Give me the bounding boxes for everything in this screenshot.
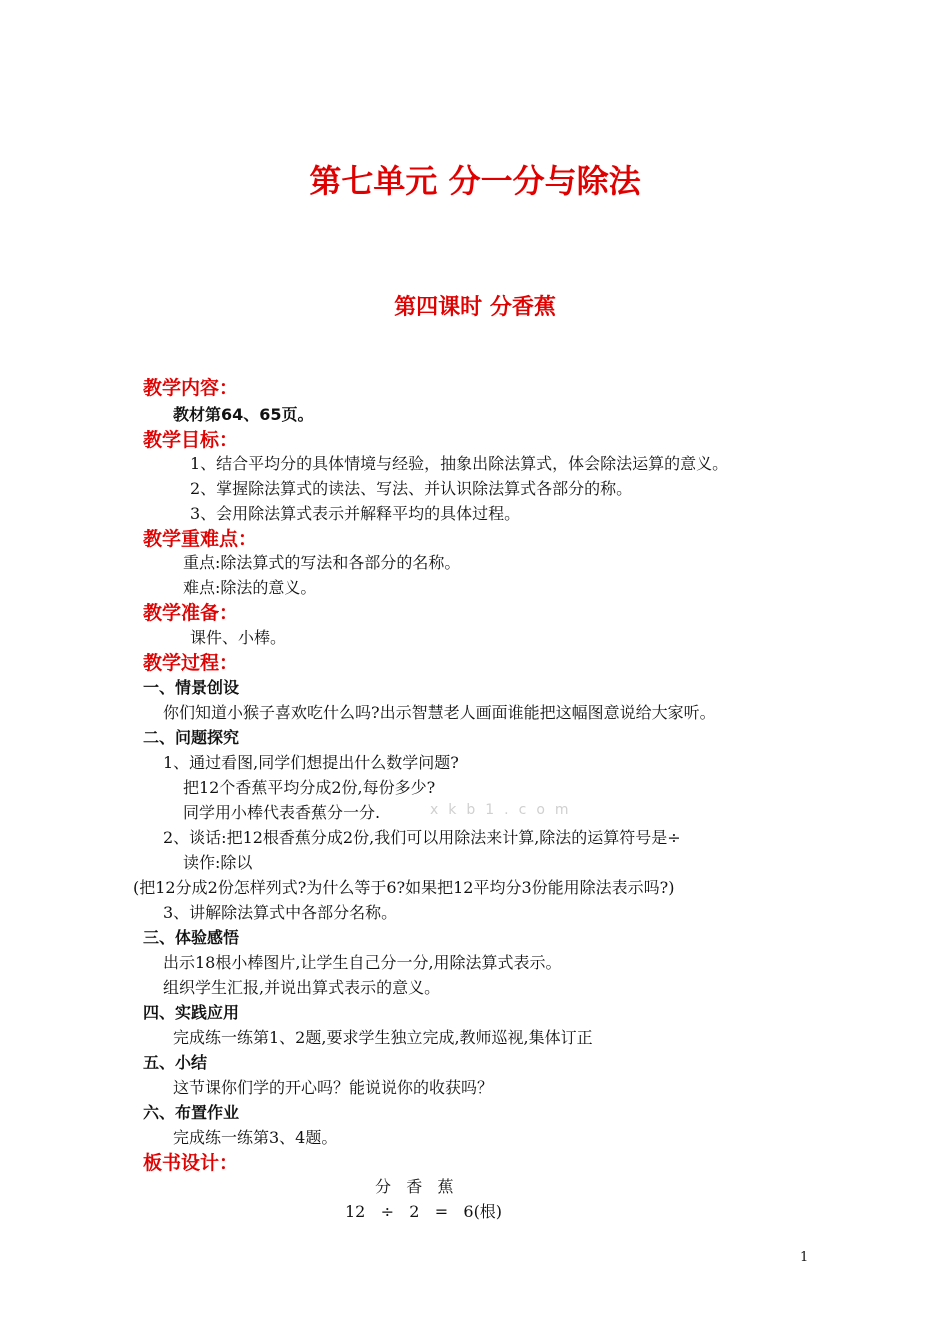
section-text: 2、谈话:把12根香蕉分成2份,我们可以用除法来计算,除法的运算符号是÷ <box>163 828 681 847</box>
key-point: 重点:除法算式的写法和各部分的名称。 <box>183 553 461 572</box>
content-text: 教材第64、65页。 <box>173 405 314 424</box>
section-text: 把12个香蕉平均分成2份,每份多少? <box>183 778 436 797</box>
section-title: 六、布置作业 <box>143 1103 240 1122</box>
section-title: 四、实践应用 <box>143 1003 240 1022</box>
section-text: 完成练一练第1、2题,要求学生独立完成,教师巡视,集体订正 <box>173 1028 593 1047</box>
goal-item: 2、掌握除法算式的读法、写法、并认识除法算式各部分的称。 <box>190 479 633 498</box>
section-title: 二、问题探究 <box>143 728 240 747</box>
content-heading: 教学内容： <box>143 377 239 399</box>
goal-item: 3、会用除法算式表示并解释平均的具体过程。 <box>190 504 521 523</box>
section-title: 三、体验感悟 <box>143 928 240 947</box>
board-heading: 板书设计： <box>143 1152 239 1174</box>
board-line: 12 ÷ 2 = 6(根) <box>345 1202 503 1221</box>
section-text: 出示18根小棒图片,让学生自己分一分,用除法算式表示。 <box>163 953 562 972</box>
section-text: 3、讲解除法算式中各部分名称。 <box>163 903 398 922</box>
section-text: (把12分成2份怎样列式?为什么等于6?如果把12平均分3份能用除法表示吗?) <box>133 878 675 897</box>
section-text: 1、通过看图,同学们想提出什么数学问题? <box>163 753 459 772</box>
prep-text: 课件、小棒。 <box>190 628 287 647</box>
key-points-heading: 教学重难点： <box>143 528 258 550</box>
difficult-point: 难点:除法的意义。 <box>183 578 317 597</box>
section-text: 组织学生汇报,并说出算式表示的意义。 <box>163 978 441 997</box>
section-title: 一、情景创设 <box>143 678 240 697</box>
page-number: 1 <box>800 1250 809 1265</box>
lesson-subtitle: 第四课时 分香蕉 <box>394 295 556 320</box>
page-title: 第七单元 分一分与除法 <box>309 162 641 200</box>
section-text: 完成练一练第3、4题。 <box>173 1128 338 1147</box>
watermark: xkb1.com <box>430 802 579 818</box>
section-text: 这节课你们学的开心吗？能说说你的收获吗？ <box>173 1078 494 1097</box>
section-text: 同学用小棒代表香蕉分一分. <box>183 803 381 822</box>
section-text: 你们知道小猴子喜欢吃什么吗?出示智慧老人画面谁能把这幅图意说给大家听。 <box>163 703 716 722</box>
section-text: 读作:除以 <box>183 853 253 872</box>
prep-heading: 教学准备： <box>143 602 239 624</box>
goal-item: 1、结合平均分的具体情境与经验，抽象出除法算式，体会除法运算的意义。 <box>190 454 729 473</box>
section-title: 五、小结 <box>143 1053 208 1072</box>
process-heading: 教学过程： <box>143 652 239 674</box>
goals-heading: 教学目标： <box>143 429 239 451</box>
board-line: 分 香 蕉 <box>375 1177 454 1196</box>
